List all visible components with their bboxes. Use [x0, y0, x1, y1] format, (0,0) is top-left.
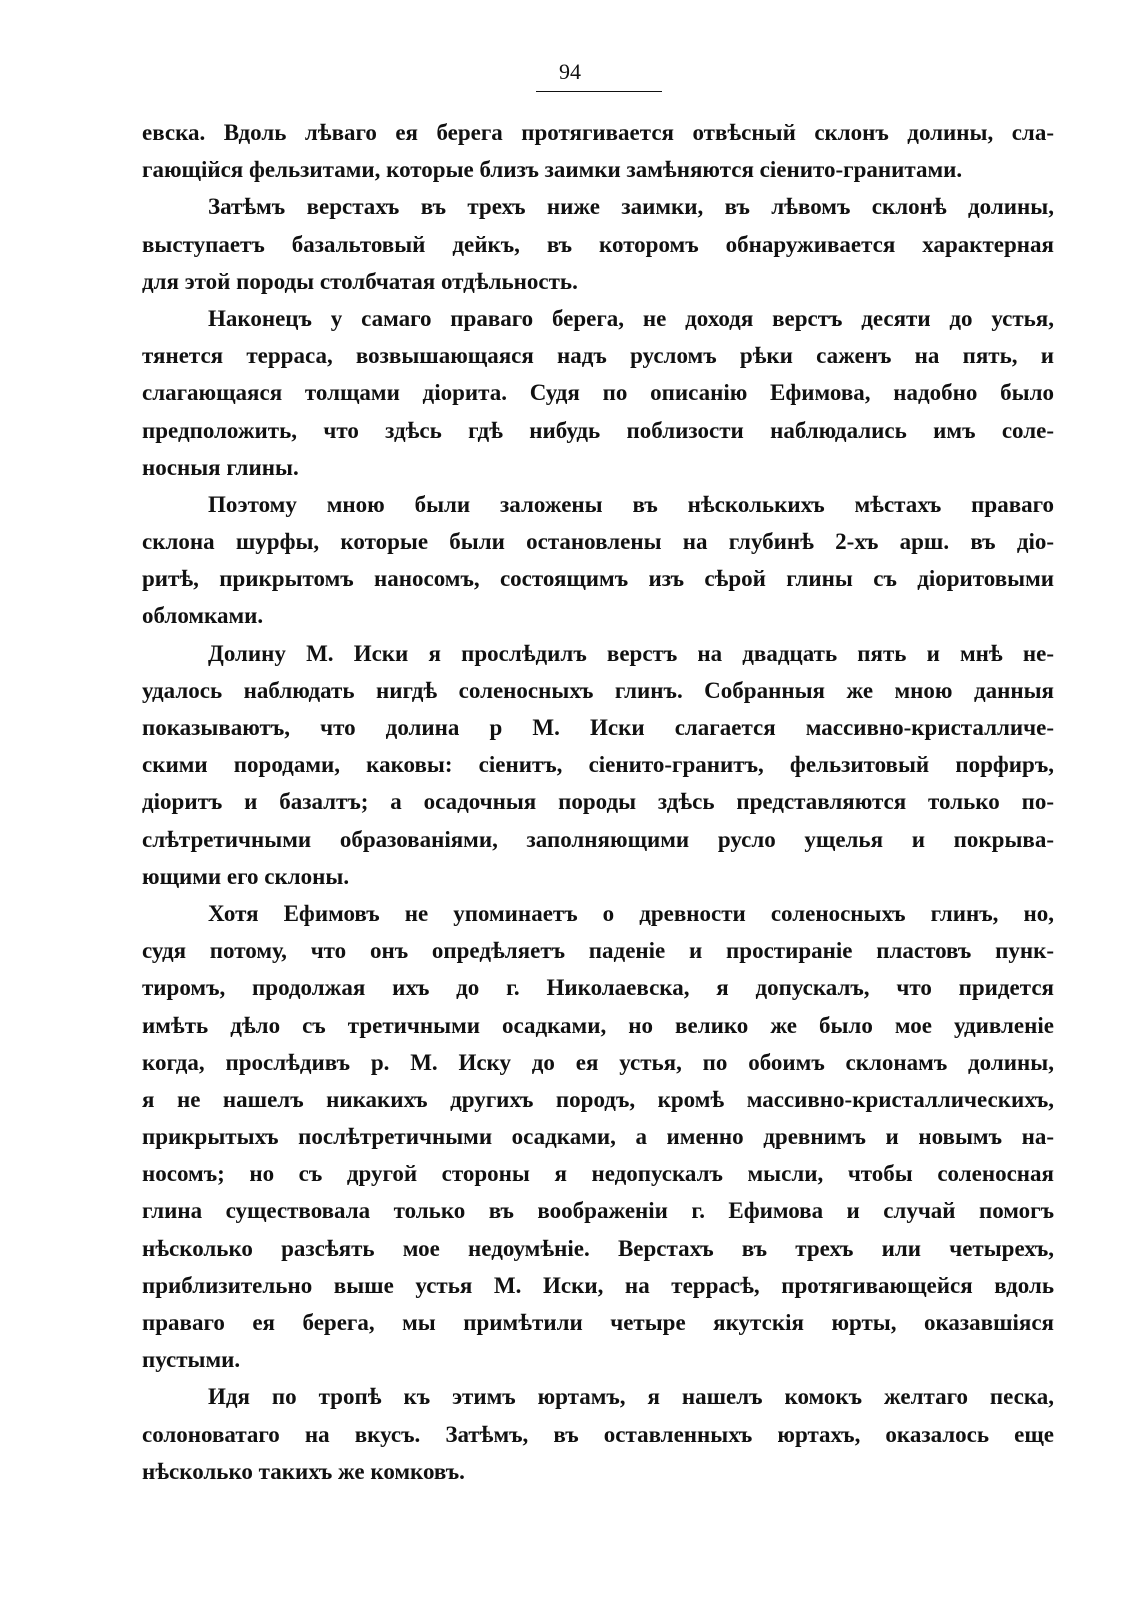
body-text	[142, 114, 1054, 1490]
paragraph-1	[142, 114, 1054, 188]
text-line: ритѣ, прикрытомъ наносомъ, состоящимъ изъ сѣрой глины съ дiоритовыми	[142, 566, 1054, 592]
text-line: Затѣмъ верстахъ въ трехъ ниже заимки, въ лѣвомъ склонѣ долины,	[208, 194, 1054, 220]
text-line: Поэтому мною были заложены въ нѣсколькихъ мѣстахъ праваго	[208, 491, 1054, 517]
text-line: тянется терраса, возвышающаяся надъ русломъ рѣки саженъ на пять, и	[142, 343, 1054, 369]
text-line: удалось наблюдать нигдѣ соленосныхъ глинъ. Собранныя же мною данныя	[142, 677, 1054, 703]
text-line: глина существовала только въ воображенiи г. Ефимова и случай помогъ	[142, 1198, 1054, 1224]
text-line: нѣсколько такихъ же комковъ.	[142, 1458, 465, 1484]
text-line: склона шурфы, которые были остановлены на глубинѣ 2-хъ арш. въ дiо-	[142, 529, 1054, 555]
header-rule	[536, 91, 662, 92]
paragraph-4	[142, 486, 1054, 635]
text-line: скими породами, каковы: сiенитъ, сiенито-гранитъ, фельзитовый порфиръ,	[142, 752, 1054, 778]
paragraph-6	[142, 895, 1054, 1378]
text-line: слагающаяся толщами дiорита. Судя по описанiю Ефимова, надобно было	[142, 380, 1054, 406]
paragraph-7	[142, 1378, 1054, 1490]
text-line: Хотя Ефимовъ не упоминаетъ о древности соленосныхъ глинъ, но,	[208, 900, 1054, 926]
text-line: ющими его склоны.	[142, 863, 350, 889]
text-line: праваго ея берега, мы примѣтили четыре якутскiя юрты, оказавшiяся	[142, 1310, 1054, 1335]
text-line: имѣть дѣло съ третичными осадками, но велико же было мое удивленiе	[142, 1012, 1054, 1038]
text-line: прикрытыхъ послѣтретичными осадками, а именно древнимъ и новымъ на-	[142, 1124, 1054, 1150]
text-line: предположить, что здѣсь гдѣ нибудь поблизости наблюдались имъ соле-	[142, 417, 1054, 443]
text-line: Наконецъ у самаго праваго берега, не доходя верстъ десяти до устья,	[208, 305, 1054, 331]
text-line: приблизительно выше устья М. Иски, на террасѣ, протягивающейся вдоль	[142, 1272, 1054, 1298]
text-line: евска. Вдоль лѣваго ея берега протягивается отвѣсный склонъ долины, сла-	[142, 120, 1054, 145]
text-line: Идя по тропѣ къ этимъ юртамъ, я нашелъ комокъ желтаго песка,	[208, 1384, 1054, 1410]
text-line: для этой породы столбчатая отдѣльность.	[142, 268, 578, 294]
text-line: Долину М. Иски я прослѣдилъ верстъ на двадцать пять и мнѣ не-	[208, 640, 1054, 666]
text-line: судя потому, что онъ опредѣляетъ паденiе и простиранiе пластовъ пунк-	[142, 938, 1054, 964]
text-line: тиромъ, продолжая ихъ до г. Николаевска, я допускалъ, что придется	[142, 975, 1054, 1001]
text-line: выступаетъ базальтовый дейкъ, въ которомъ обнаруживается характерная	[142, 231, 1054, 257]
text-line: нѣсколько разсѣять мое недоумѣнiе. Верстахъ въ трехъ или четырехъ,	[142, 1235, 1054, 1261]
text-line: я не нашелъ никакихъ другихъ породъ, кромѣ массивно-кристаллическихъ,	[142, 1086, 1054, 1112]
paragraph-2	[142, 188, 1054, 300]
text-line: носныя глины.	[142, 454, 299, 480]
text-line: слѣтретичными образованiями, заполняющими русло ущелья и покрыва-	[142, 826, 1054, 852]
paragraph-5	[142, 635, 1054, 895]
text-line: обломками.	[142, 603, 264, 629]
text-line: солоноватаго на вкусъ. Затѣмъ, въ оставленныхъ юртахъ, оказалось еще	[142, 1421, 1054, 1447]
text-line: гающiйся фельзитами, которые близъ заимки замѣняются сiенито-гранитами.	[142, 157, 963, 183]
text-line: когда, прослѣдивъ р. М. Иску до ея устья, по обоимъ склонамъ долины,	[142, 1049, 1054, 1075]
text-line: показываютъ, что долина р М. Иски слагается массивно-кристалличе-	[142, 715, 1054, 740]
page-number: 94	[559, 59, 581, 84]
text-line: носомъ; но съ другой стороны я недопускалъ мысли, чтобы соленосная	[142, 1161, 1054, 1187]
text-line: пустыми.	[142, 1347, 241, 1373]
paragraph-3	[142, 300, 1054, 486]
text-line: дiоритъ и базалтъ; а осадочныя породы здѣсь представляются только по-	[142, 789, 1054, 815]
